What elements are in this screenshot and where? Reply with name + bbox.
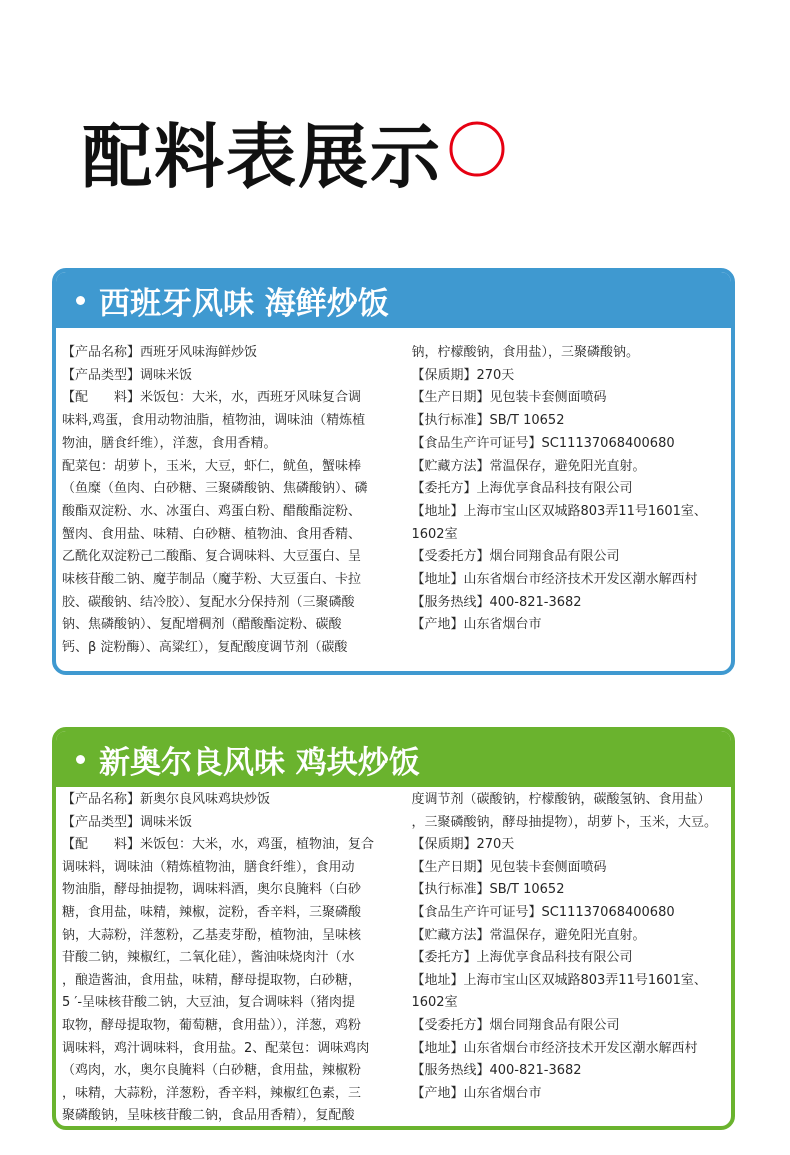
ingredient-card-chicken bbox=[52, 727, 735, 1130]
ingredient-line: 【委托方】上海优享食品科技有限公司 bbox=[411, 481, 633, 497]
ingredient-line: 1602室 bbox=[411, 995, 458, 1011]
ingredient-line: 【受委托方】烟台同翔食品有限公司 bbox=[411, 1017, 620, 1033]
ingredient-line: 乙酰化双淀粉己二酸酯、复合调味料、大豆蛋白、呈 bbox=[62, 549, 362, 565]
ingredient-line: 【产品名称】新奥尔良风味鸡块炒饭 bbox=[62, 792, 271, 807]
bullet-icon bbox=[76, 296, 85, 305]
ingredient-line: （鱼糜（鱼肉、白砂糖、三聚磷酸钠、焦磷酸钠）、磷 bbox=[62, 481, 368, 497]
card-heading: 新奥尔良风味 鸡块炒饭 bbox=[99, 744, 420, 781]
card-header bbox=[56, 731, 731, 787]
ingredient-line: 【委托方】上海优享食品科技有限公司 bbox=[411, 950, 633, 966]
ingredient-line: 度调节剂（碳酸钠，柠檬酸钠，碳酸氢钠、食用盐） bbox=[411, 792, 711, 807]
ingredient-card-seafood bbox=[52, 268, 735, 675]
card-header bbox=[56, 272, 731, 328]
ingredient-line: 【地址】上海市宝山区双城路803弄11号1601室、 bbox=[411, 503, 707, 519]
ingredient-line: 调味料，鸡汁调味料，食用盐。2、配菜包：调味鸡肉 bbox=[62, 1040, 370, 1056]
ingredient-right-column bbox=[411, 787, 731, 1128]
ingredient-line: 【保质期】270天 bbox=[411, 837, 515, 853]
ingredient-left-column bbox=[62, 328, 403, 660]
ingredient-line: 配菜包：胡萝卜，玉米，大豆，虾仁，鱿鱼，蟹味棒 bbox=[62, 458, 362, 474]
ingredient-line: 钠、焦磷酸钠）、复配增稠剂（醋酸酯淀粉、碳酸 bbox=[62, 617, 342, 633]
ingredient-line: 【地址】山东省烟台市经济技术开发区潮水解西村 bbox=[411, 1040, 698, 1056]
ingredient-line: 【执行标准】SB/T 10652 bbox=[411, 413, 565, 429]
ingredient-line: 【受委托方】烟台同翔食品有限公司 bbox=[411, 549, 620, 565]
ingredient-line: 【配 料】米饭包：大米，水，西班牙风味复合调 bbox=[62, 390, 362, 406]
ingredient-left-column bbox=[62, 787, 401, 1128]
ingredient-line: 【服务热线】400-821-3682 bbox=[411, 1063, 582, 1079]
ingredient-line: 钠，大蒜粉，洋葱粉，乙基麦芽酚，植物油，呈味核 bbox=[62, 927, 362, 943]
ingredient-line: 【生产日期】见包装卡套侧面喷码 bbox=[411, 859, 607, 875]
ingredient-line: 【产品名称】西班牙风味海鲜炒饭 bbox=[62, 345, 258, 360]
ingredient-line: 【产地】山东省烟台市 bbox=[411, 617, 542, 633]
ingredient-line: 蟹肉、食用盐、味精、白砂糖、植物油、食用香精、 bbox=[62, 526, 362, 542]
page-title: 配料表展示 bbox=[82, 116, 442, 198]
ingredient-line: ，酿造酱油，食用盐，味精，酵母提取物，白砂糖， bbox=[62, 972, 362, 988]
ingredient-line: 味核苷酸二钠、魔芋制品（魔芋粉、大豆蛋白、卡拉 bbox=[62, 572, 362, 588]
ingredient-line: 物油，膳食纤维），洋葱，食用香精。 bbox=[62, 435, 277, 451]
ingredient-line: 调味料，调味油（精炼植物油，膳食纤维），食用动 bbox=[62, 859, 355, 875]
ingredient-line: 【服务热线】400-821-3682 bbox=[411, 594, 582, 610]
ingredient-line: 钙、β 淀粉酶）、高粱红），复配酸度调节剂（碳酸 bbox=[62, 640, 348, 656]
ingredient-line: 【食品生产许可证号】SC11137068400680 bbox=[411, 904, 675, 920]
ingredient-line: （鸡肉，水，奥尔良腌料（白砂糖，食用盐，辣椒粉 bbox=[62, 1063, 362, 1079]
ingredient-line: 【食品生产许可证号】SC11137068400680 bbox=[411, 435, 675, 451]
ingredient-line: 【执行标准】SB/T 10652 bbox=[411, 882, 565, 898]
ingredient-line: 1602室 bbox=[411, 526, 458, 542]
ingredient-right-column bbox=[411, 328, 731, 660]
card-heading: 西班牙风味 海鲜炒饭 bbox=[99, 285, 389, 322]
ingredient-line: 物油脂，酵母抽提物，调味料酒，奥尔良腌料（白砂 bbox=[62, 882, 362, 898]
ingredient-line: ，味精，大蒜粉，洋葱粉，香辛料，辣椒红色素，三 bbox=[62, 1085, 362, 1101]
ingredient-line: 聚磷酸钠，呈味核苷酸二钠，食品用香精），复配酸 bbox=[62, 1108, 355, 1124]
bullet-icon bbox=[76, 755, 85, 764]
ingredient-line: 酸酯双淀粉、水、冰蛋白、鸡蛋白粉、醋酸酯淀粉、 bbox=[62, 503, 362, 519]
ingredient-line: 【保质期】270天 bbox=[411, 367, 515, 383]
red-ring-icon bbox=[447, 119, 507, 179]
ingredient-line: 【产品类型】调味米饭 bbox=[62, 367, 193, 383]
ingredient-line: 味料,鸡蛋，食用动物油脂，植物油，调味油（精炼植 bbox=[62, 413, 366, 429]
ingredient-line: 【贮藏方法】常温保存，避免阳光直射。 bbox=[411, 927, 646, 943]
ingredient-line: 【生产日期】见包装卡套侧面喷码 bbox=[411, 390, 607, 406]
ingredient-line: 【配 料】米饭包：大米，水，鸡蛋，植物油，复合 bbox=[62, 837, 375, 853]
ingredient-line: 苷酸二钠，辣椒红，二氧化硅），酱油味烧肉汁（水 bbox=[62, 950, 355, 966]
ingredient-line: 【产品类型】调味米饭 bbox=[62, 814, 193, 830]
ingredient-line: 钠，柠檬酸钠，食用盐），三聚磷酸钠。 bbox=[411, 345, 639, 360]
ingredient-line: 胶、碳酸钠、结冷胶）、复配水分保持剂（三聚磷酸 bbox=[62, 594, 355, 610]
ingredient-line: 【贮藏方法】常温保存，避免阳光直射。 bbox=[411, 458, 646, 474]
ingredient-line: 糖，食用盐，味精，辣椒，淀粉，香辛料，三聚磷酸 bbox=[62, 904, 362, 920]
ingredient-line: ，三聚磷酸钠，酵母抽提物），胡萝卜，玉米，大豆。 bbox=[411, 814, 717, 830]
ingredient-line: 5 ′-呈味核苷酸二钠，大豆油，复合调味料（猪肉提 bbox=[62, 995, 356, 1011]
ingredient-line: 【产地】山东省烟台市 bbox=[411, 1085, 542, 1101]
ingredient-line: 取物，酵母提取物，葡萄糖，食用盐）），洋葱，鸡粉 bbox=[62, 1017, 362, 1033]
ingredient-line: 【地址】山东省烟台市经济技术开发区潮水解西村 bbox=[411, 572, 698, 588]
ingredient-line: 【地址】上海市宝山区双城路803弄11号1601室、 bbox=[411, 972, 707, 988]
